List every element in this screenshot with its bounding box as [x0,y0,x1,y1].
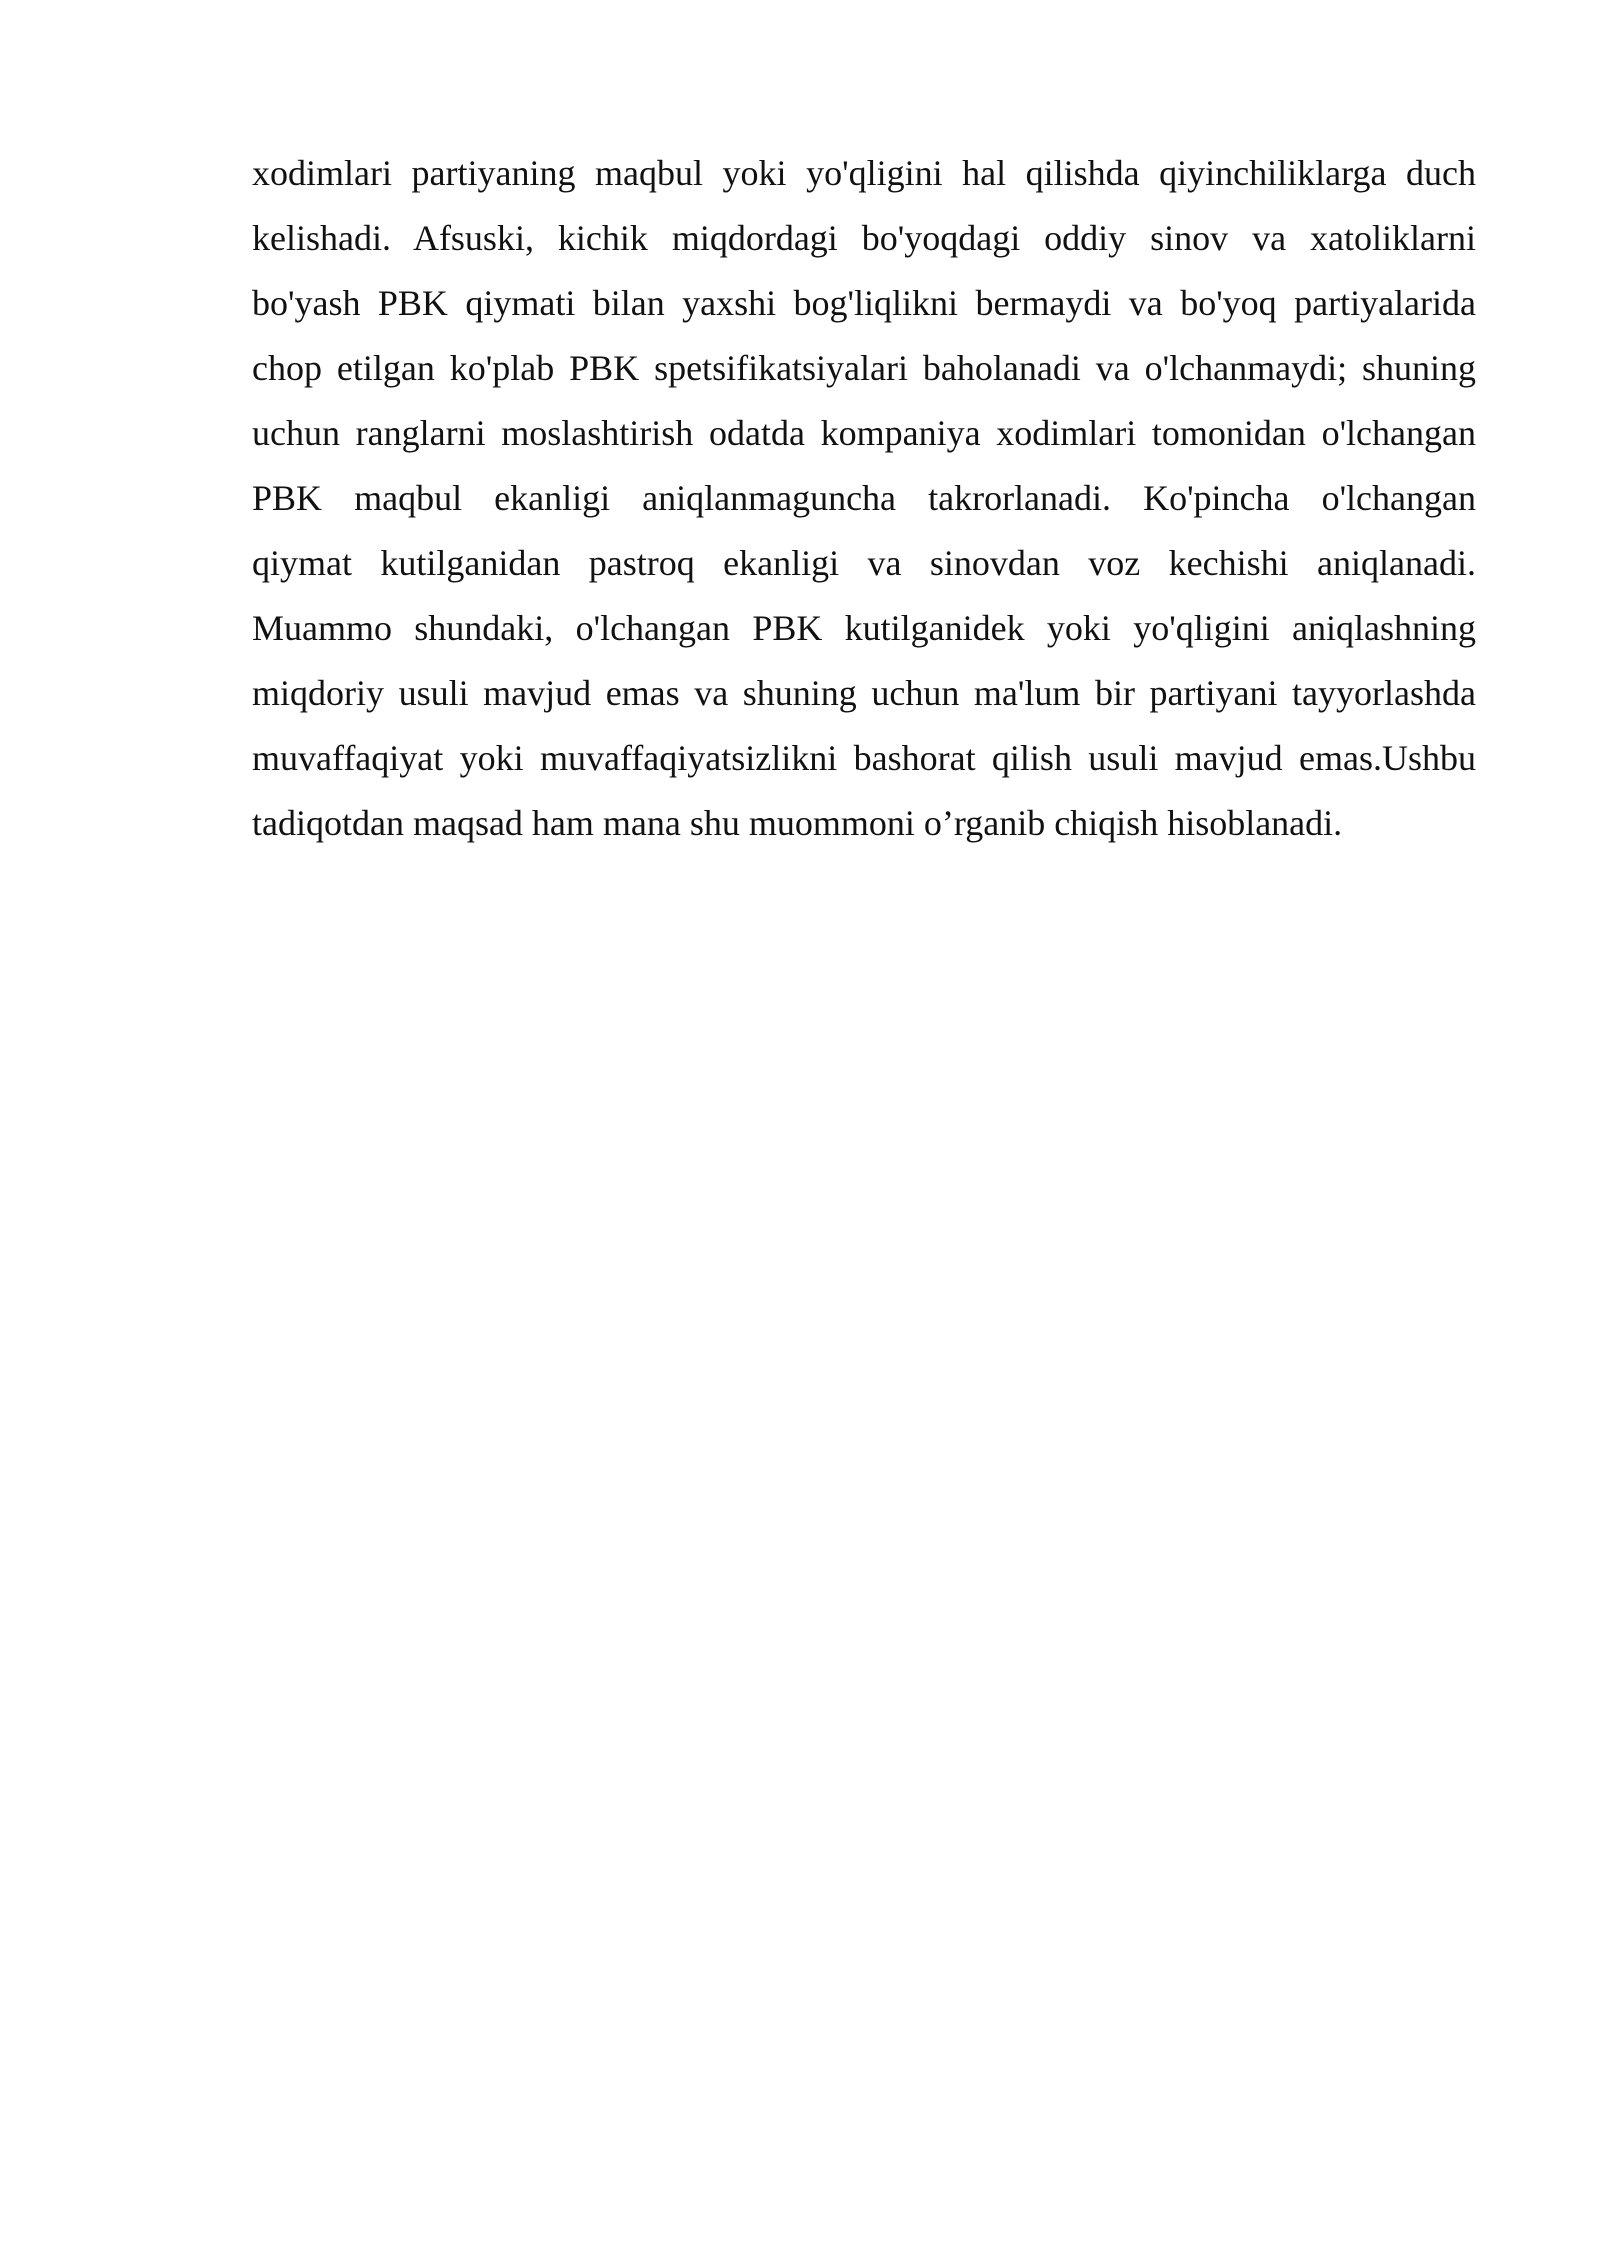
body-paragraph [252,141,1476,856]
paragraph-line: PBK maqbul ekanligi aniqlanmaguncha takrorlanadi. Ko'pincha o'lchangan [252,478,1476,518]
paragraph-line: xodimlari partiyaning maqbul yoki yo'qligini hal qilishda qiyinchiliklarga duch [252,153,1476,193]
paragraph-line: bo'yash PBK qiymati bilan yaxshi bog'liqlikni bermaydi va bo'yoq partiyalarida [252,283,1476,323]
paragraph-line: kelishadi. Afsuski, kichik miqdordagi bo'yoqdagi oddiy sinov va xatoliklarni [252,218,1476,258]
paragraph-line-last: tadiqotdan maqsad ham mana shu muommoni o’rganib chiqish hisoblanadi. [252,803,1343,843]
paragraph-line: miqdoriy usuli mavjud emas va shuning uchun ma'lum bir partiyani tayyorlashda [252,673,1476,713]
paragraph-line: muvaffaqiyat yoki muvaffaqiyatsizlikni bashorat qilish usuli mavjud emas.Ushbu [252,738,1476,778]
paragraph-line: uchun ranglarni moslashtirish odatda kompaniya xodimlari tomonidan o'lchangan [252,413,1476,453]
paragraph-line: qiymat kutilganidan pastroq ekanligi va sinovdan voz kechishi aniqlanadi. [252,543,1476,583]
paragraph-line: Muammo shundaki, o'lchangan PBK kutilganidek yoki yo'qligini aniqlashning [252,608,1476,648]
paragraph-line: chop etilgan ko'plab PBK spetsifikatsiyalari baholanadi va o'lchanmaydi; shuning [252,348,1476,388]
